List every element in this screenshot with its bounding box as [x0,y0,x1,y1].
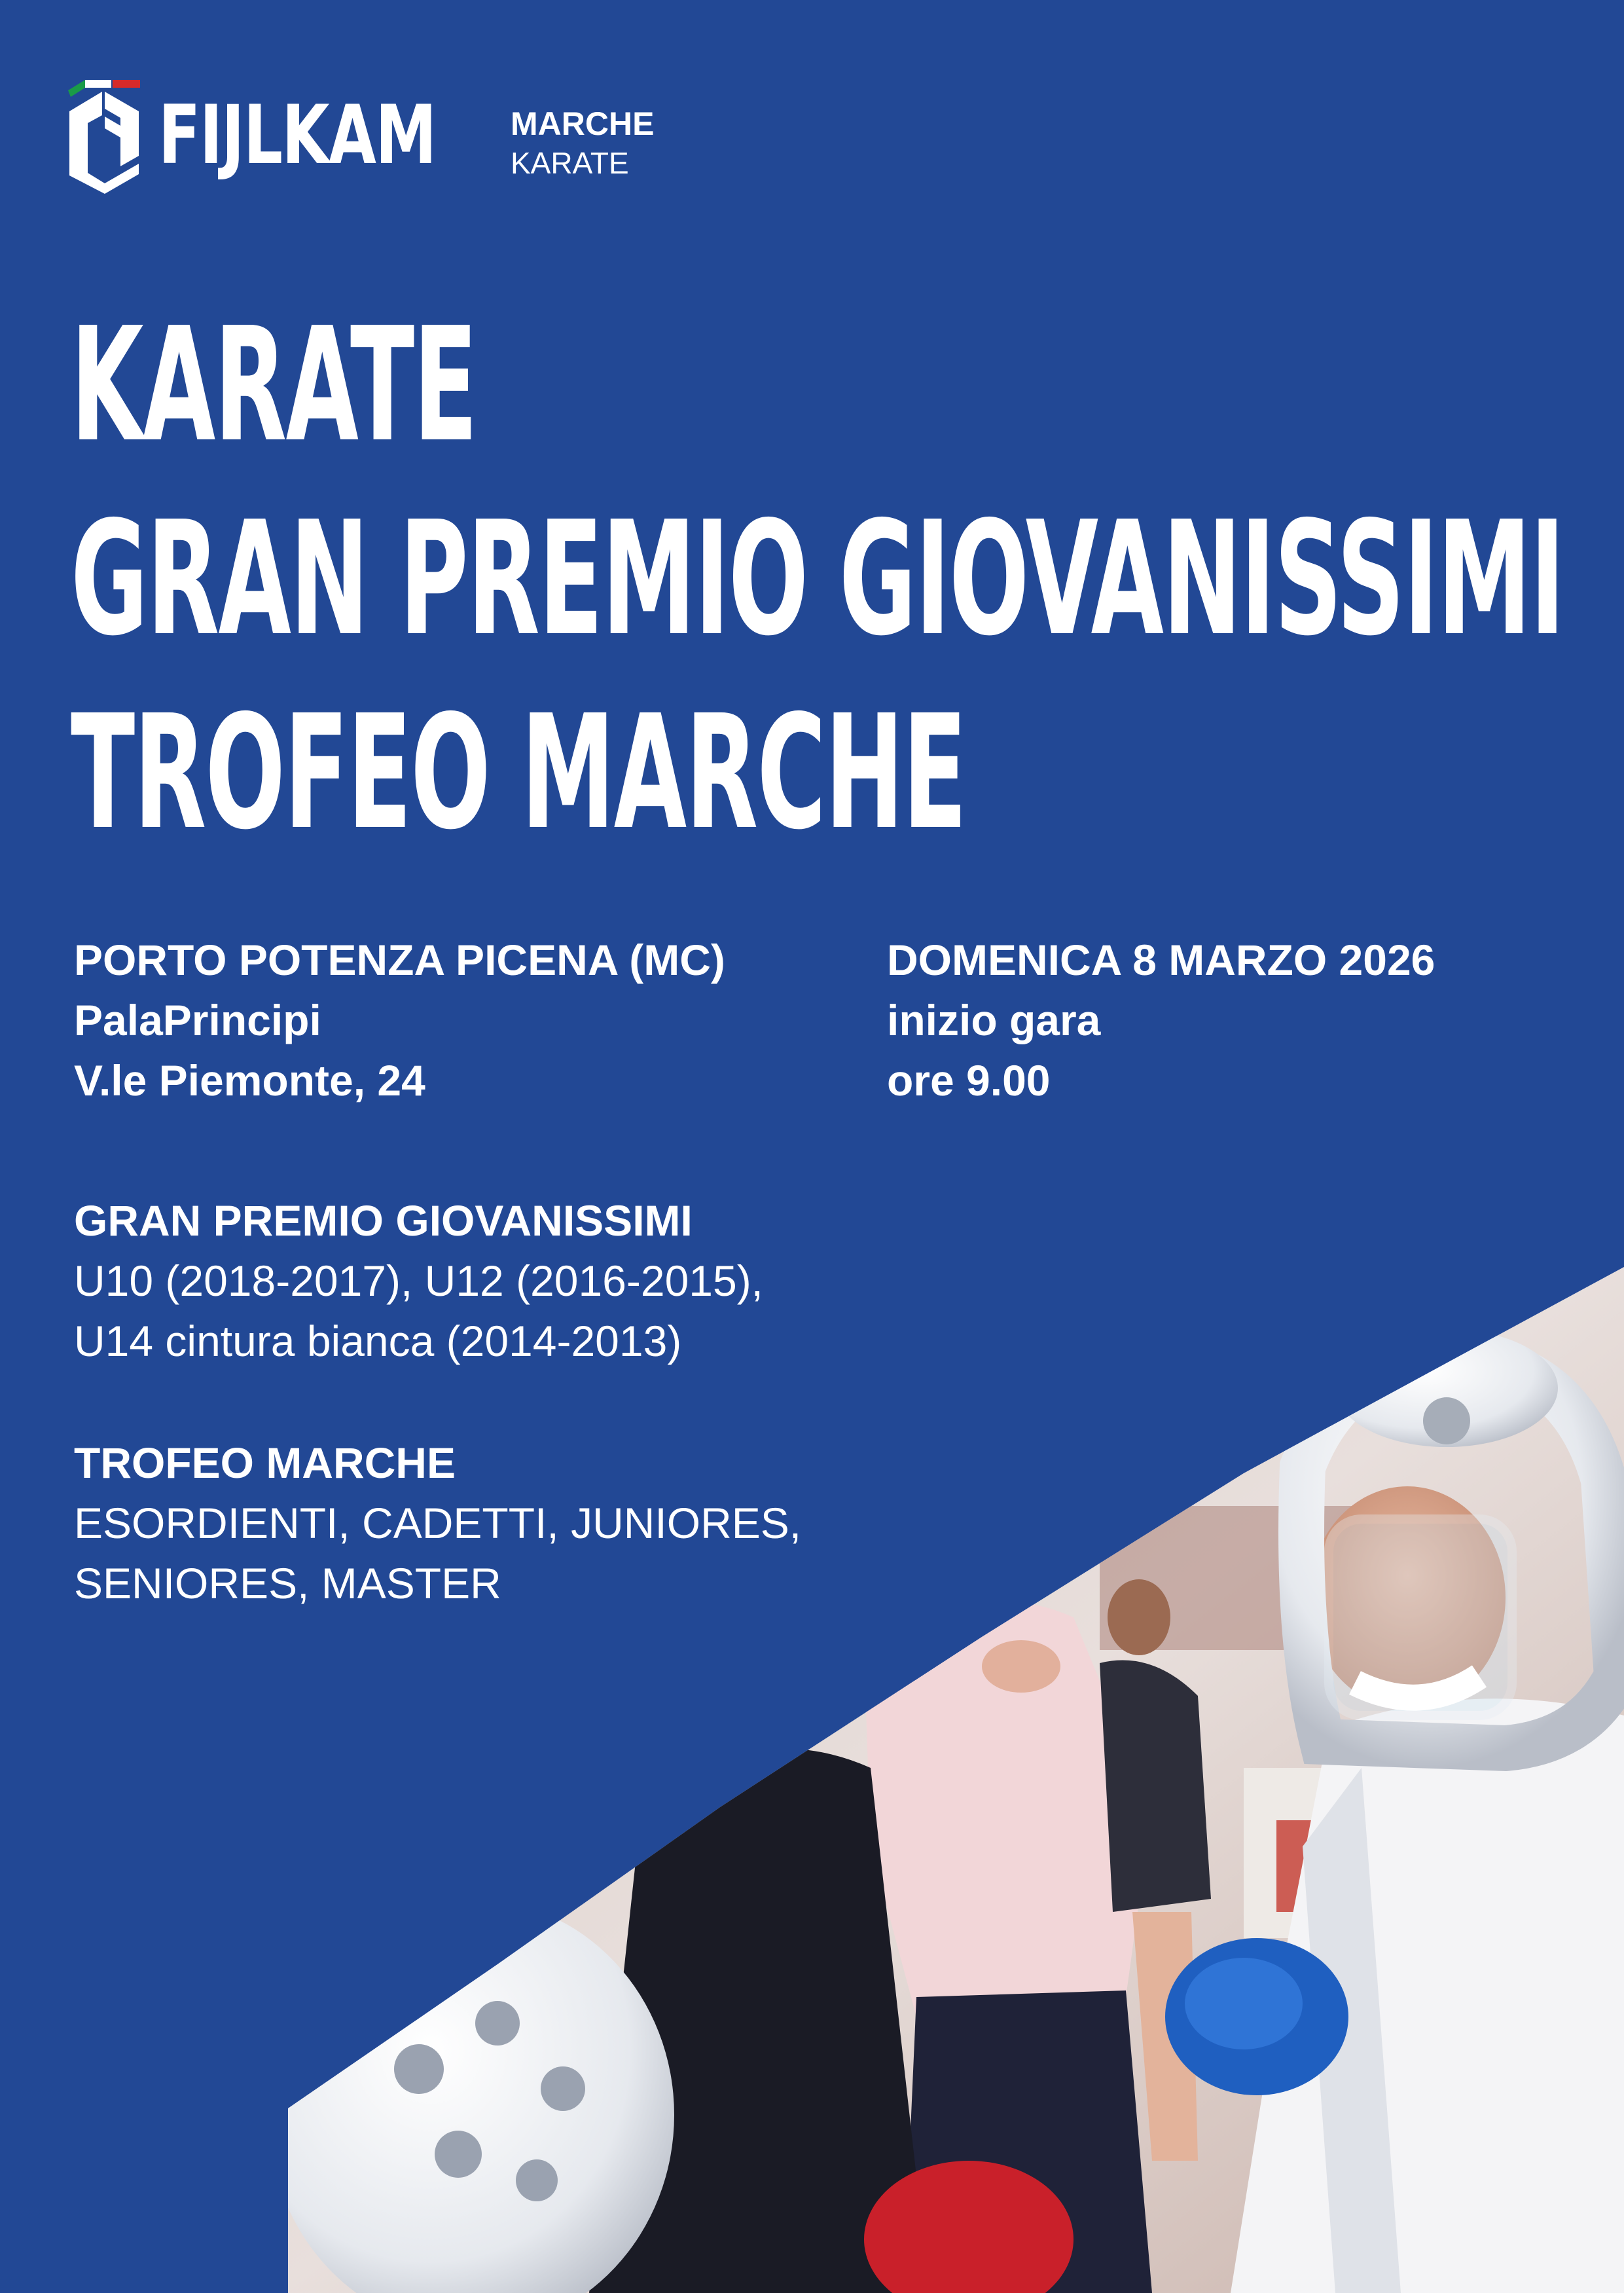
schedule-info [887,930,1435,1110]
logo-discipline: KARATE [511,146,629,180]
title-line-1: KARATE [71,293,477,477]
venue-info [74,930,725,1110]
gran-premio-section [74,1190,763,1371]
event-title [71,288,1624,870]
title-line-2: GRAN PREMIO GIOVANISSIMI [71,487,1564,670]
venue-city: PORTO POTENZA PICENA (MC) [74,936,725,984]
trofeo-section [74,1433,801,1613]
title-line-3: TROFEO MARCHE [71,681,966,864]
event-date: DOMENICA 8 MARZO 2026 [887,936,1435,984]
gran-premio-heading: GRAN PREMIO GIOVANISSIMI [74,1196,693,1245]
start-label: inizio gara [887,996,1101,1044]
logo-subtitle [511,103,654,182]
gran-premio-categories-1: U10 (2018-2017), U12 (2016-2015), [74,1257,764,1305]
venue-place: PalaPrincipi [74,996,321,1044]
fijlkam-emblem-icon [65,77,143,195]
logo-region: MARCHE [511,105,655,142]
start-time: ore 9.00 [887,1056,1051,1105]
trofeo-categories-1: ESORDIENTI, CADETTI, JUNIORES, [74,1499,802,1547]
logo-wordmark: FIJLKAM [158,88,436,183]
venue-address: V.le Piemonte, 24 [74,1056,425,1105]
trofeo-categories-2: SENIORES, MASTER [74,1559,501,1607]
gran-premio-categories-2: U14 cintura bianca (2014-2013) [74,1317,682,1365]
trofeo-heading: TROFEO MARCHE [74,1439,456,1487]
